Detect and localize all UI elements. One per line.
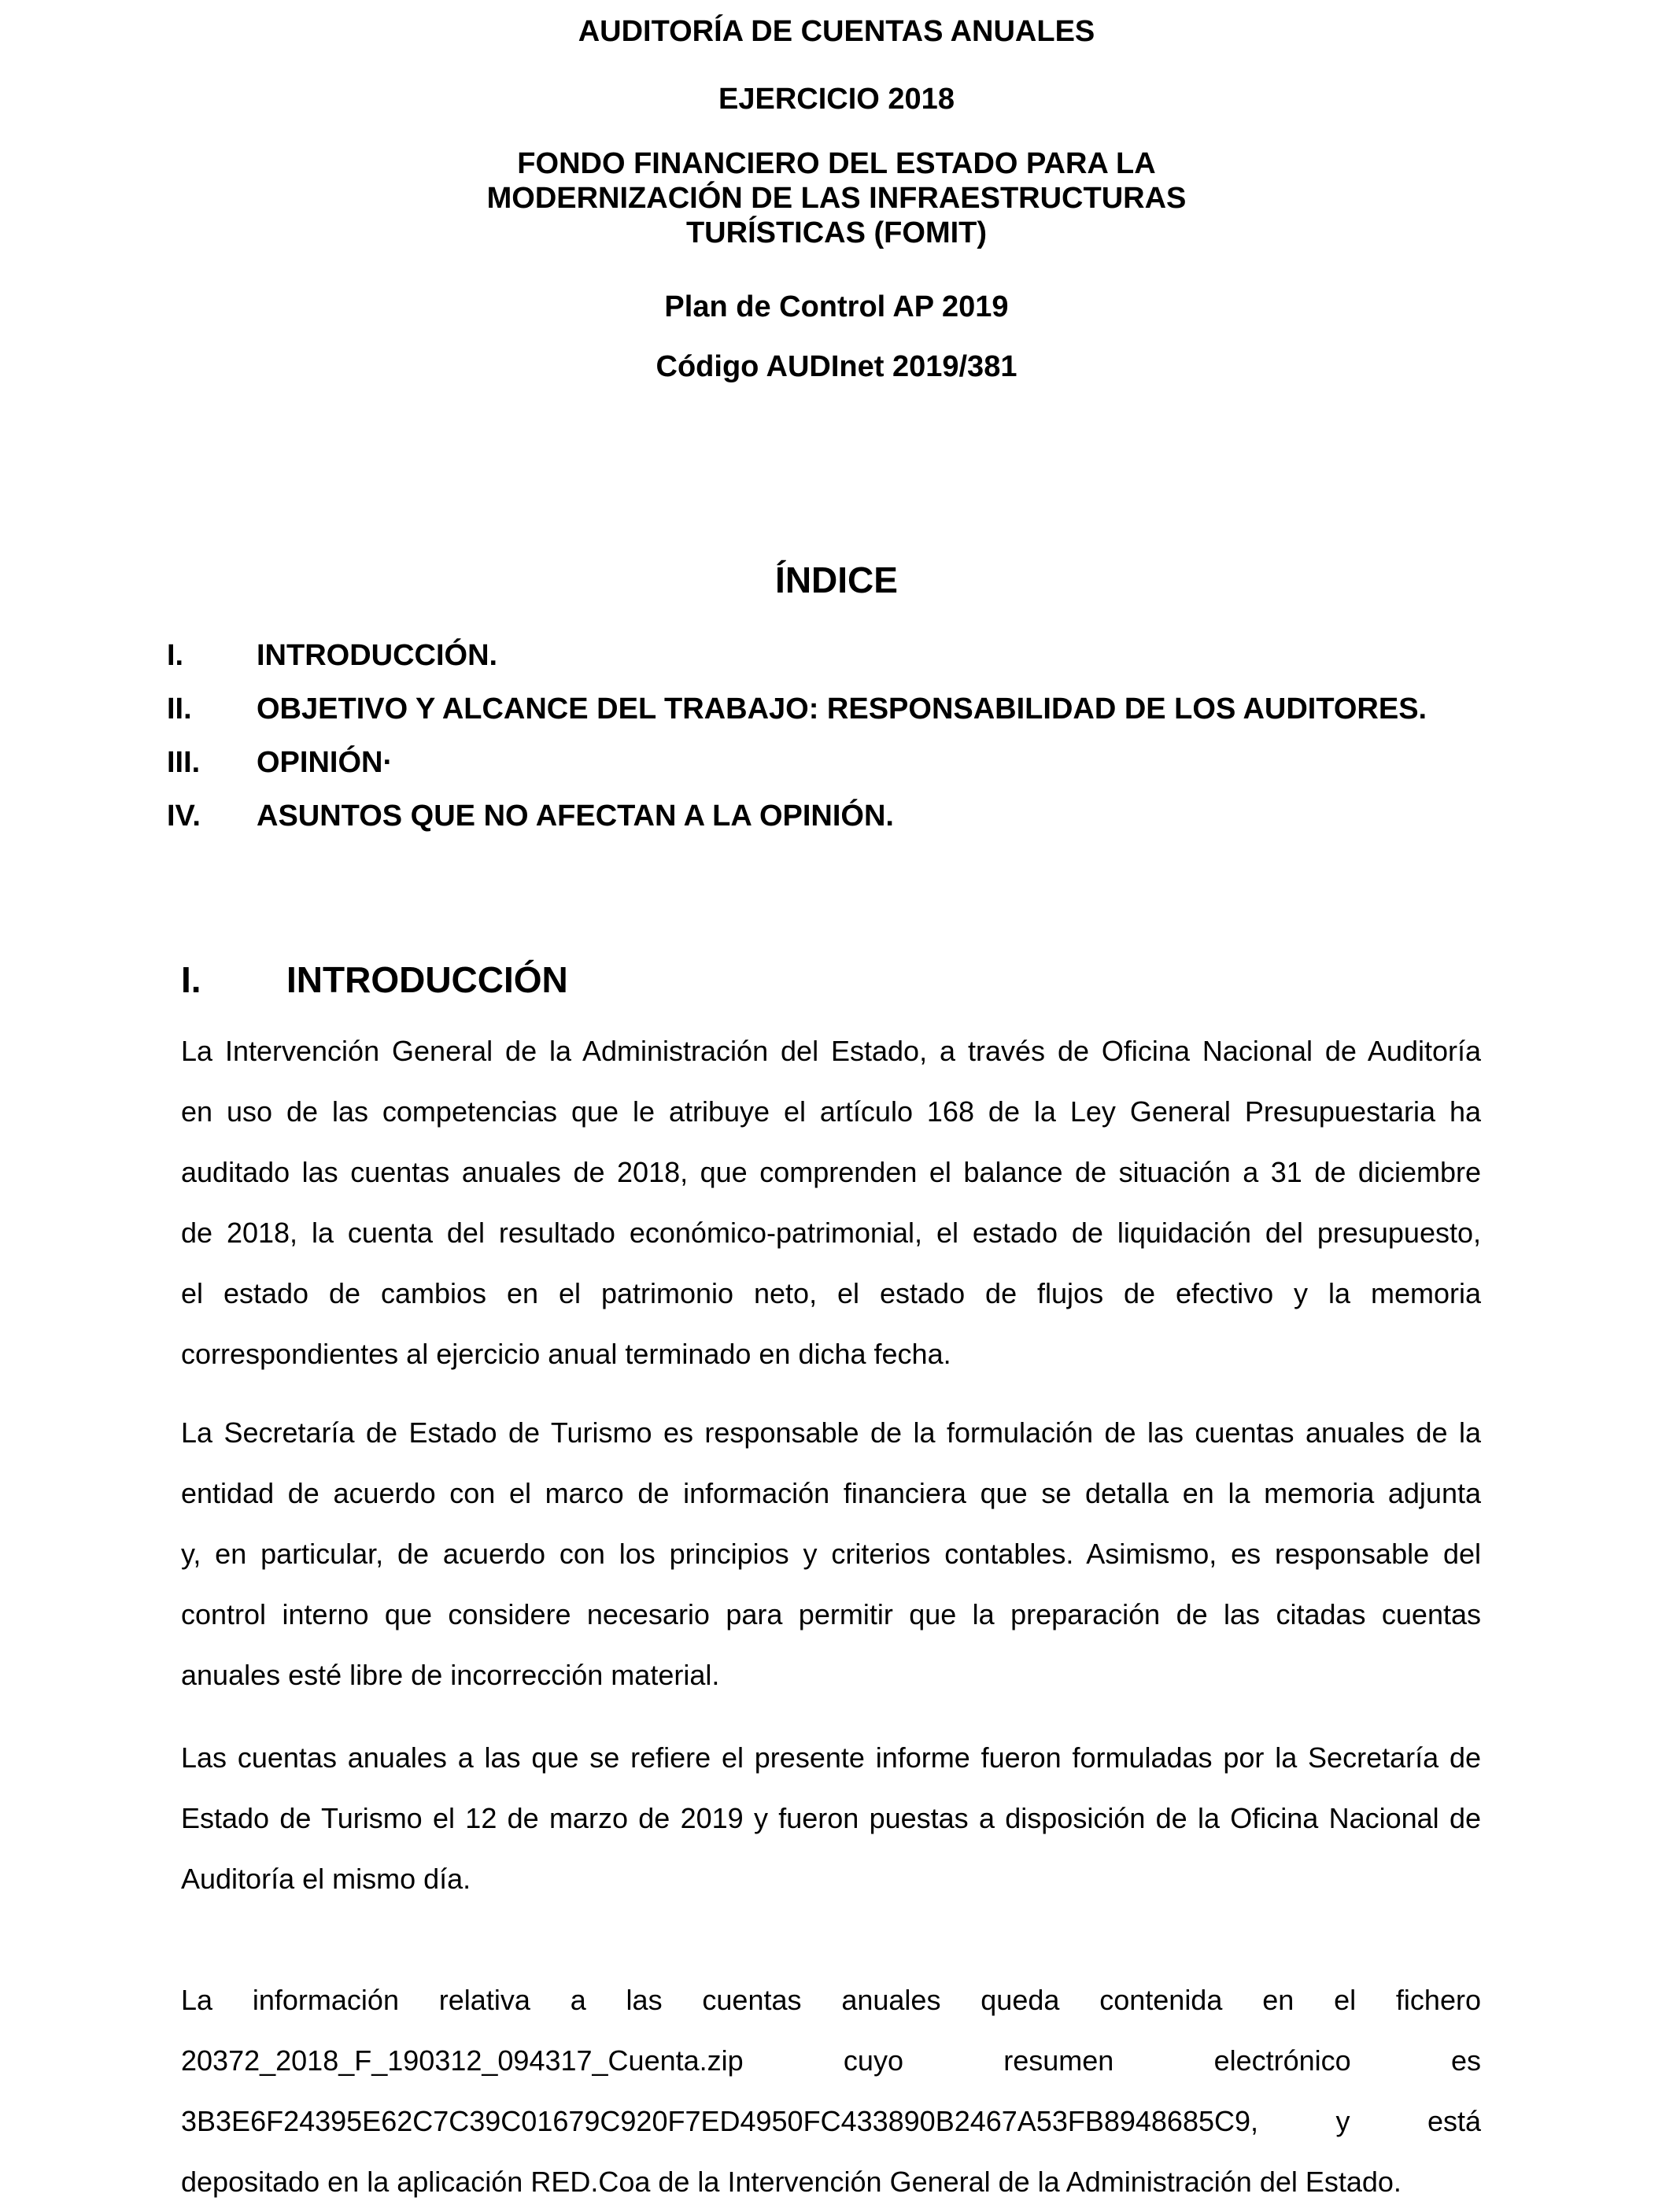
paragraph-line: anuales esté libre de incorrección material. — [181, 1659, 720, 1691]
control-plan: Plan de Control AP 2019 — [664, 290, 1009, 323]
paragraph-line: 20372_2018_F_190312_094317_Cuenta.zip cuyo resumen electrónico es — [181, 2044, 1481, 2077]
paragraph-intro-2 — [181, 1402, 1481, 1705]
index-item-label: OBJETIVO Y ALCANCE DEL TRABAJO: RESPONSABILIDAD DE LOS AUDITORES. — [257, 692, 1427, 726]
index-item-label: INTRODUCCIÓN. — [257, 639, 498, 672]
paragraph-line: en uso de las competencias que le atribuye el artículo 168 de la Ley General Presupuestaria ha — [181, 1095, 1481, 1128]
paragraph-line: La información relativa a las cuentas anuales queda contenida en el fichero — [181, 1984, 1481, 2016]
paragraph-line: correspondientes al ejercicio anual terminado en dicha fecha. — [181, 1338, 951, 1370]
paragraph-intro-3 — [181, 1727, 1481, 1909]
index-item — [167, 744, 1505, 798]
paragraph-line: de 2018, la cuenta del resultado económico-patrimonial, el estado de liquidación del presupuesto, — [181, 1217, 1481, 1249]
index-item-number: IV. — [167, 799, 201, 833]
paragraph-line: control interno que considere necesario para permitir que la preparación de las citadas cuentas — [181, 1598, 1481, 1630]
section-heading-introduccion — [181, 958, 568, 1001]
paragraph-line: Estado de Turismo el 12 de marzo de 2019 y fueron puestas a disposición de la Oficina Nacional de — [181, 1802, 1481, 1834]
entity-name-line-2: MODERNIZACIÓN DE LAS INFRAESTRUCTURAS — [486, 182, 1187, 215]
entity-name-line-1: FONDO FINANCIERO DEL ESTADO PARA LA — [517, 147, 1156, 180]
paragraph-line: auditado las cuentas anuales de 2018, que comprenden el balance de situación a 31 de diciembre — [181, 1156, 1481, 1188]
paragraph-line: y, en particular, de acuerdo con los principios y criterios contables. Asimismo, es responsable del — [181, 1538, 1481, 1570]
paragraph-intro-1 — [181, 1021, 1481, 1384]
index-item-label: ASUNTOS QUE NO AFECTAN A LA OPINIÓN. — [257, 799, 894, 833]
index-item-number: II. — [167, 692, 192, 726]
document-title: AUDITORÍA DE CUENTAS ANUALES — [578, 15, 1095, 48]
paragraph-line: La Secretaría de Estado de Turismo es responsable de la formulación de las cuentas anuales de la — [181, 1416, 1481, 1449]
paragraph-line: Auditoría el mismo día. — [181, 1863, 471, 1895]
paragraph-line: 3B3E6F24395E62C7C39C01679C920F7ED4950FC433890B2467A53FB8948685C9, y está — [181, 2105, 1481, 2137]
index-item-number: III. — [167, 746, 201, 779]
audinet-code: Código AUDInet 2019/381 — [656, 350, 1017, 383]
paragraph-line: La Intervención General de la Administración del Estado, a través de Oficina Nacional de Auditoría — [181, 1035, 1481, 1067]
index-item — [167, 637, 1505, 691]
paragraph-line: depositado en la aplicación RED.Coa de la Intervención General de la Administración del Estado. — [181, 2166, 1402, 2198]
index-list — [167, 637, 1505, 851]
paragraph-line: Las cuentas anuales a las que se refiere el presente informe fueron formuladas por la Secretaría de — [181, 1741, 1481, 1774]
entity-name-line-3: TURÍSTICAS (FOMIT) — [685, 216, 988, 249]
index-item — [167, 798, 1505, 851]
index-item-label: OPINIÓN· — [257, 746, 393, 779]
section-title: INTRODUCCIÓN — [286, 959, 568, 1000]
paragraph-line: el estado de cambios en el patrimonio neto, el estado de flujos de efectivo y la memoria — [181, 1277, 1481, 1309]
paragraph-intro-4 — [181, 1970, 1481, 2212]
fiscal-year: EJERCICIO 2018 — [718, 83, 955, 116]
entity-name — [0, 146, 1673, 250]
index-item — [167, 691, 1505, 744]
section-number: I. — [181, 959, 201, 1000]
index-item-number: I. — [167, 639, 184, 672]
index-title: ÍNDICE — [775, 559, 898, 600]
paragraph-line: entidad de acuerdo con el marco de información financiera que se detalla en la memoria adjunta — [181, 1477, 1481, 1509]
